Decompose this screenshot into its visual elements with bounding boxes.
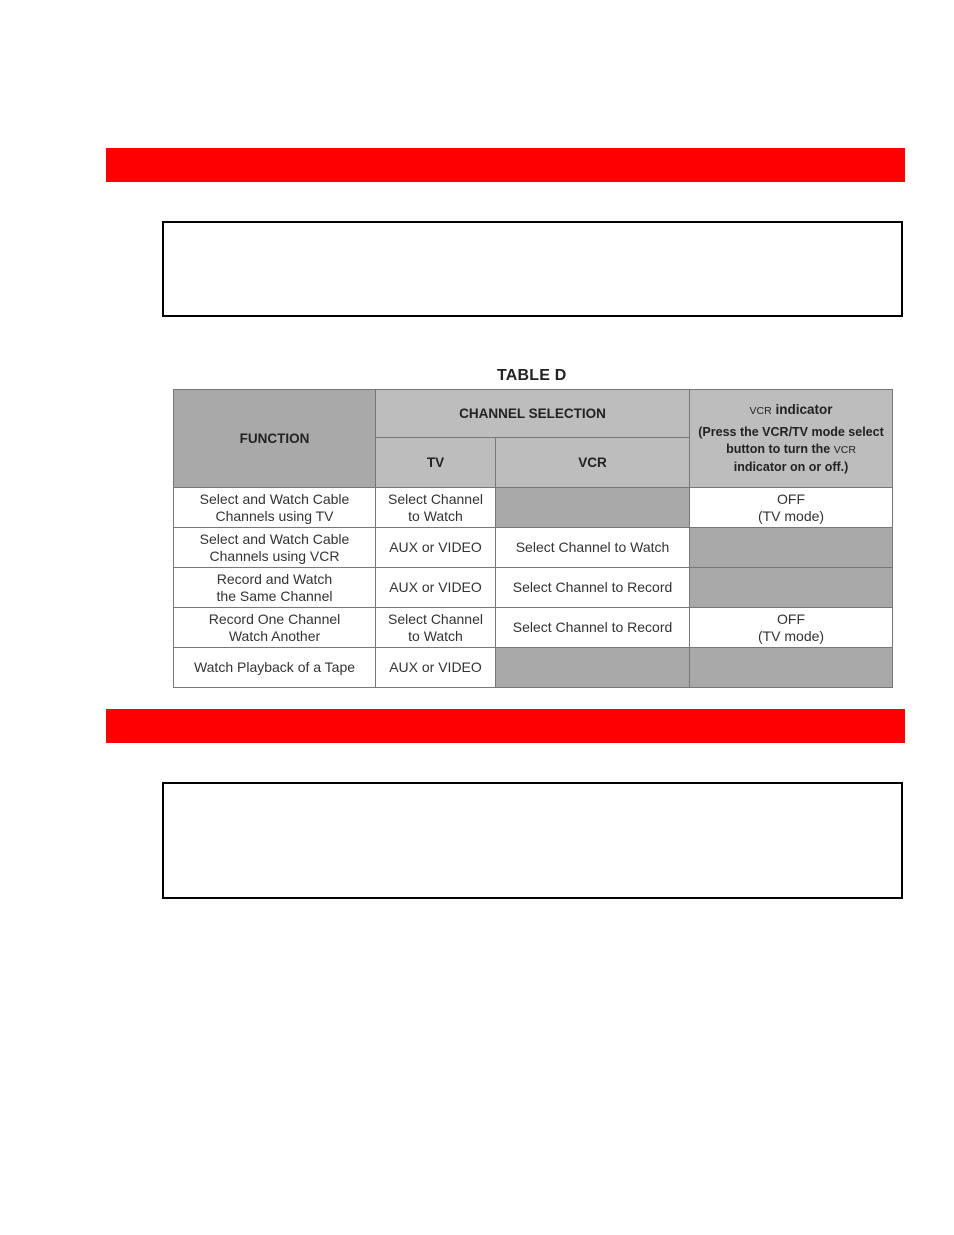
indicator-cell-shaded [690, 528, 893, 568]
vcr-text: Select Channel to Record [512, 579, 673, 595]
function-line-1: Select and Watch Cable [199, 530, 350, 547]
function-cell [174, 608, 376, 648]
indicator-line-2: (TV mode) [757, 507, 825, 524]
tv-line-2: to Watch [408, 627, 463, 644]
header-indicator-prefix: VCR [749, 405, 772, 417]
note-box-1 [162, 221, 903, 317]
header-indicator [690, 390, 893, 488]
header-indicator-note [698, 424, 884, 476]
header-indicator-note-2: indicator on or off.) [733, 460, 849, 474]
tv-line-1: AUX or VIDEO [389, 539, 482, 555]
function-line-1: Record and Watch [216, 570, 333, 587]
tv-cell [376, 528, 496, 568]
header-tv-label: TV [426, 455, 445, 470]
tv-line-2: to Watch [408, 507, 463, 524]
table-row [174, 568, 893, 608]
indicator-cell-shaded [690, 648, 893, 688]
function-line-1: Record One Channel [208, 610, 341, 627]
indicator-cell [690, 608, 893, 648]
indicator-line-1: OFF [777, 610, 806, 627]
header-function-label: FUNCTION [239, 431, 310, 446]
tv-line-1: AUX or VIDEO [389, 659, 482, 675]
header-indicator-note-prefix: VCR [833, 444, 856, 456]
tv-cell [376, 608, 496, 648]
function-line-1: Select and Watch Cable [199, 490, 350, 507]
header-vcr [496, 438, 690, 488]
table-row [174, 488, 893, 528]
table-row [174, 648, 893, 688]
function-line-2: Channels using TV [215, 507, 334, 524]
function-cell [174, 568, 376, 608]
tv-line-1: Select Channel [388, 490, 483, 507]
header-vcr-label: VCR [578, 455, 607, 470]
header-channel-selection-label: CHANNEL SELECTION [459, 406, 606, 421]
vcr-cell-shaded [496, 648, 690, 688]
tv-line-1: Select Channel [388, 610, 483, 627]
function-cell [174, 528, 376, 568]
function-line-2: Channels using VCR [209, 547, 340, 564]
vcr-text: Select Channel to Watch [515, 539, 670, 555]
table-d [173, 389, 893, 688]
header-indicator-note-1: (Press the VCR/TV mode select button to turn the [698, 425, 884, 456]
section-header-bar-1 [106, 148, 905, 182]
vcr-cell-shaded [496, 488, 690, 528]
vcr-cell [496, 528, 690, 568]
header-function [174, 390, 376, 488]
vcr-cell [496, 568, 690, 608]
function-cell [174, 488, 376, 528]
function-line-2: Watch Another [228, 627, 321, 644]
indicator-line-2: (TV mode) [757, 627, 825, 644]
header-indicator-label: indicator [775, 402, 833, 417]
indicator-cell [690, 488, 893, 528]
vcr-text: Select Channel to Record [512, 619, 673, 635]
indicator-cell-shaded [690, 568, 893, 608]
tv-cell [376, 568, 496, 608]
section-header-bar-2 [106, 709, 905, 743]
function-line-2: the Same Channel [216, 587, 333, 604]
note-box-2 [162, 782, 903, 899]
table-title: TABLE D [497, 367, 567, 384]
function-line-1: Watch Playback of a Tape [193, 659, 356, 675]
tv-cell [376, 648, 496, 688]
table-row [174, 608, 893, 648]
header-tv [376, 438, 496, 488]
vcr-cell [496, 608, 690, 648]
table-row [174, 528, 893, 568]
tv-line-1: AUX or VIDEO [389, 579, 482, 595]
tv-cell [376, 488, 496, 528]
indicator-line-1: OFF [777, 490, 806, 507]
function-cell [174, 648, 376, 688]
header-channel-selection [376, 390, 690, 438]
